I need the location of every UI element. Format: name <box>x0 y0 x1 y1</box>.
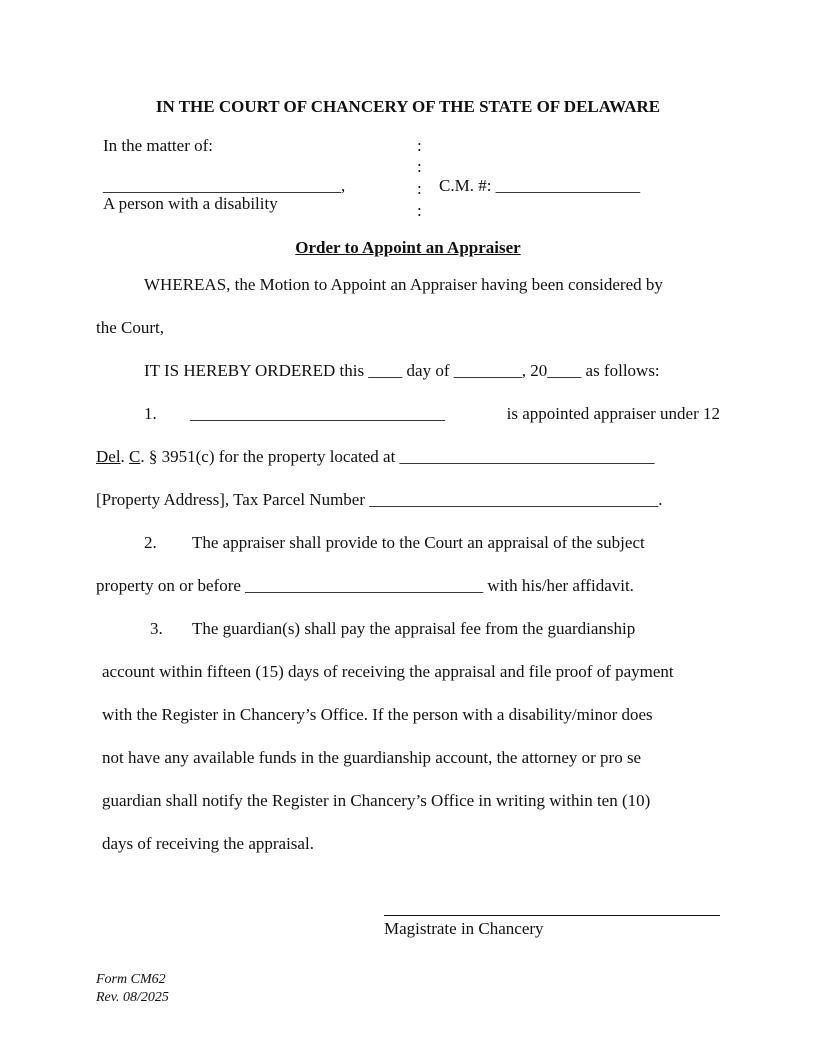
code-abbrev: C <box>129 447 141 466</box>
matter-label: In the matter of: <box>103 136 213 155</box>
item-1-line-1-text: is appointed appraiser under 12 <box>506 404 720 423</box>
item-2-line-1: The appraiser shall provide to the Court an appraisal of the subject <box>192 533 645 552</box>
item-1-line-2: Del. C. § 3951(c) for the property located at ______________________________ <box>96 447 655 466</box>
caption-colon-3: : <box>417 179 422 198</box>
order-title: Order to Appoint an Appraiser <box>295 238 521 257</box>
item-3-line-5: guardian shall notify the Register in Chancery’s Office in writing within ten (10) <box>102 791 651 810</box>
caption-colon-4: : <box>417 201 422 220</box>
person-with-disability-label: A person with a disability <box>103 194 278 213</box>
item-1-line-3: [Property Address], Tax Parcel Number __________________________________. <box>96 490 663 509</box>
whereas-line-1 <box>144 275 720 295</box>
form-revision: Rev. 08/2025 <box>96 990 169 1005</box>
cm-number-field: C.M. #: _________________ <box>439 176 641 195</box>
court-title: IN THE COURT OF CHANCERY OF THE STATE OF DELAWARE <box>155 97 661 116</box>
signature-label: Magistrate in Chancery <box>384 919 544 938</box>
item-2-number: 2. <box>144 533 157 552</box>
item-2-line-2: property on or before ____________________________ with his/her affidavit. <box>96 576 634 595</box>
item-3-line-3: with the Register in Chancery’s Office. If the person with a disability/minor does <box>102 705 653 724</box>
person-name-blank: ____________________________, <box>103 176 346 195</box>
caption-colon-1: : <box>417 136 422 155</box>
signature-line <box>384 915 720 916</box>
item-1-line-2-text: . § 3951(c) for the property located at ______________________________ <box>140 447 655 466</box>
item-3-number: 3. <box>150 619 163 638</box>
item-3-line-2: account within fifteen (15) days of receiving the appraisal and file proof of payment <box>102 662 674 681</box>
appraiser-name-blank: ______________________________ <box>190 404 445 423</box>
ordered-line: IT IS HEREBY ORDERED this ____ day of ________, 20____ as follows: <box>144 361 660 380</box>
whereas-text: WHEREAS, the Motion to Appoint an Appraiser having been considered by <box>144 275 663 294</box>
item-1-number: 1. <box>144 404 157 423</box>
caption-colon-2: : <box>417 157 422 176</box>
whereas-line-2: the Court, <box>96 318 164 337</box>
item-3-line-1: The guardian(s) shall pay the appraisal fee from the guardianship <box>192 619 636 638</box>
item-3-line-4: not have any available funds in the guardianship account, the attorney or pro se <box>102 748 642 767</box>
item-3-line-6: days of receiving the appraisal. <box>102 834 314 853</box>
del-abbrev: Del <box>96 447 121 466</box>
form-number: Form CM62 <box>96 972 166 987</box>
